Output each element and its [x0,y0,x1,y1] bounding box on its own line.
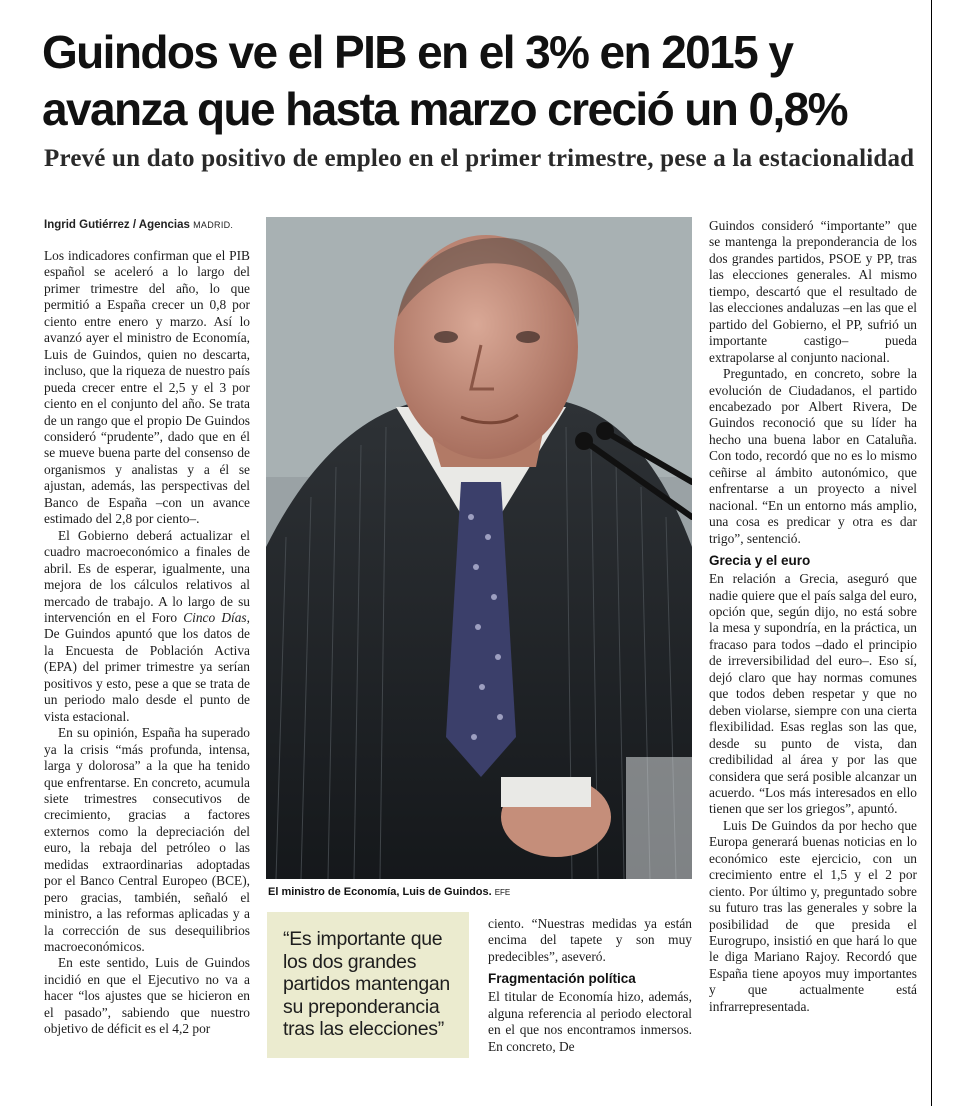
article-column-2 [488,916,692,1055]
photo-caption [268,886,692,898]
caption-text: El ministro de Economía, Luis de Guindos. [268,886,492,898]
paragraph: Los indicadores confirman que el PIB español se aceleró a lo largo del primer trimestre del año, lo que permitió a España crecer un 0,8 por ciento entre enero y marzo. Así lo avanzó ayer el ministro de Economía, Luis de Guindos, quien no descarta, incluso, que la riqueza de nuestro país pueda crecer entre el 2,5 y el 3 por ciento en el conjunto del año. Se trata de un rango que el propio De Guindos consideró “prudente”, dado que en él se mueve buena parte del consenso de organismos y analistas y a él se ajustan, además, las perspectivas del Banco de España –con un avance estimado del 2,8 por ciento–. [44,248,250,527]
pull-quote: “Es importante que los dos grandes partidos mantengan su preponderancia tras las elecciones” [267,912,469,1058]
paragraph: Guindos consideró “importante” que se mantenga la preponderancia de los dos grandes partidos, PSOE y PP, tras las elecciones generales. Al mismo tiempo, descartó que el resultado de las elecciones andaluzas –en las que el partido del Gobierno, el PP, sufrió un importante castigo– pueda extrapolarse al conjunto nacional. [709,218,917,365]
paragraph: ciento. “Nuestras medidas ya están encima del tapete y son muy predecibles”, aseveró. [488,916,692,964]
photo-minister [266,217,692,879]
byline [44,219,264,231]
byline-author: Ingrid Gutiérrez / Agencias [44,219,190,231]
article-column-3 [709,218,917,1015]
paragraph: En este sentido, Luis de Guindos incidió en que el Ejecutivo no va a hacer “los ajustes que se hicieron en el pasado”, sabiendo que nuestro objetivo de déficit es el 4,2 por [44,955,250,1037]
paragraph: Luis De Guindos da por hecho que Europa generará buenas noticias en lo económico este ejercicio, con un crecimiento entre el 1,5 y el 2 por ciento. Por último y, preguntado sobre su futuro tras las generales y sobre la posibilidad de que presida el Eurogrupo, insistió en que hará lo que le diga Mariano Rajoy. Recordó que España tiene apoyos muy importantes y que actualmente está infrarrepresentada. [709,817,917,1014]
subheadline: Prevé un dato positivo de empleo en el primer trimestre, pese a la estacionalidad [44,145,915,172]
paragraph: Preguntado, en concreto, sobre la evolución de Ciudadanos, el partido encabezado por Albert Rivera, De Guindos reconoció que su líder ha hecho una buena labor en Cataluña. Con todo, recordó que no es lo mismo ceñirse al ámbito autonómico, que enfrentarse a un proyecto a nivel nacional. “En un entorno más amplio, una cosa es predicar y otra es dar trigo”, sentenció. [709,366,917,546]
section-heading: Grecia y el euro [709,553,811,569]
article-column-1 [44,248,250,1038]
section-heading: Fragmentación política [488,971,636,987]
byline-location: MADRID. [193,220,234,230]
photo-credit: EFE [494,888,511,897]
paragraph: En su opinión, España ha superado ya la crisis “más profunda, intensa, larga y dolorosa” a la que ha tenido que enfrentarse. En concreto, acumula siete trimestres consecutivos de crecimiento, gracias a factores externos como la depreciación del euro, la rebaja del petróleo o las medidas extraordinarias adoptadas por el Banco Central Europeo (BCE), pero gracias, también, señaló el ministro, a las reformas aplicadas y a la corrección de sus desequilibrios macroeconómicos. [44,725,250,955]
paragraph: El Gobierno deberá actualizar el cuadro macroeconómico a finales de abril. Es de esperar, igualmente, una mejora de los cálculos relativos al mercado de trabajo. A lo largo de su intervención en el Foro Cinco Días, De Guindos apuntó que los datos de la Encuesta de Población Activa (EPA) del primer trimestre ya serían positivos y esto, pese a que se trata de un periodo malo desde el punto de vista estacional. [44,527,250,724]
paragraph: En relación a Grecia, aseguró que nadie quiere que el país salga del euro, opción que, según dijo, no está sobre la mesa y supondría, en la práctica, un fracaso para todos –dado el principio de irreversibilidad del euro–. Eso sí, dejó claro que hay normas comunes que todos deben respetar y que no deben violarse, siempre con una cierta flexibilidad. Esas reglas son las que, desde su punto de vista, dan credibilidad al área y por las que considera que será posible alcanzar un acuerdo. “Los más interesados en ello tienen que ser los griegos”, apuntó. [709,571,917,817]
headline: Guindos ve el PIB en el 3% en 2015 y avanza que hasta marzo creció un 0,8% [42,26,847,135]
paragraph: El titular de Economía hizo, además, alguna referencia al periodo electoral en el que nos encontramos inmersos. En concreto, De [488,989,692,1054]
